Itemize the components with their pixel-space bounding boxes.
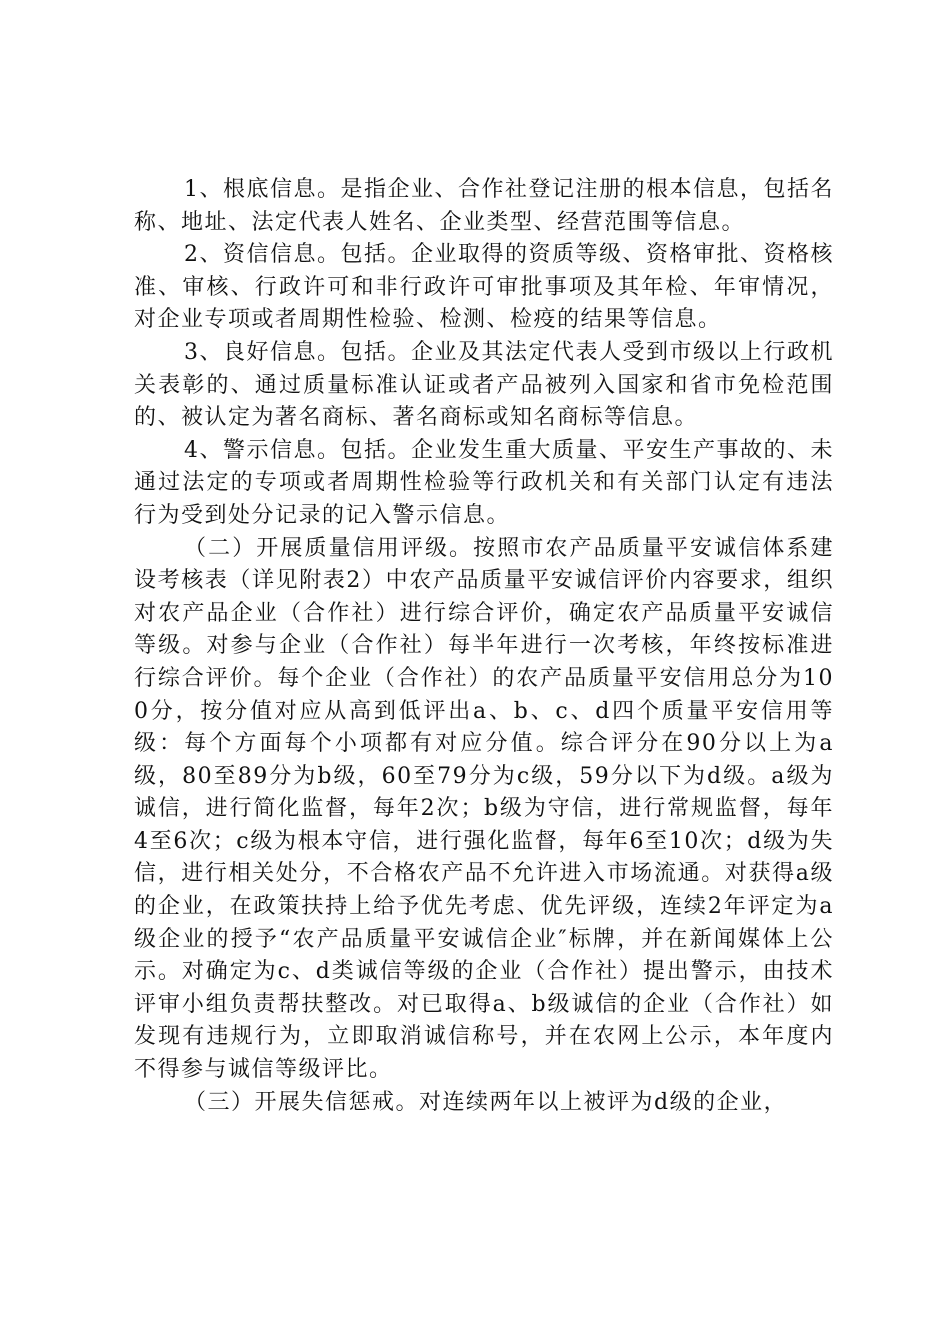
- paragraph-credit-rating: （二）开展质量信用评级。按照市农产品质量平安诚信体系建设考核表（详见附表2）中农产品质量平安诚信评价内容要求，组织对农产品企业（合作社）进行综合评价，确定农产品质量平安诚信等级。对参与企业（合作社）每半年进行一次考核，年终按标准进行综合评价。每个企业（合作社）的农产品质量平安信用总分为100分，按分值对应从高到低评出a、b、c、d四个质量平安信用等级：每个方面每个小项都有对应分值。综合评分在90分以上为a级，80至89分为b级，60至79分为c级，59分以下为d级。a级为诚信，进行简化监督，每年2次；b级为守信，进行常规监督，每年4至6次；c级为根本守信，进行强化监督，每年6至10次；d级为失信，进行相关处分，不合格农产品不允许进入市场流通。对获得a级的企业，在政策扶持上给予优先考虑、优先评级，连续2年评定为a级企业的授予“农产品质量平安诚信企业″标牌，并在新闻媒体上公示。对确定为c、d类诚信等级的企业（合作社）提出警示，由技术评审小组负责帮扶整改。对已取得a、b级诚信的企业（合作社）如发现有违规行为，立即取消诚信称号，并在农网上公示，本年度内不得参与诚信等级评比。: [134, 535, 834, 1083]
- paragraph-warning-info: 4、警示信息。包括。企业发生重大质量、平安生产事故的、未通过法定的专项或者周期性检验等行政机关和有关部门认定有违法行为受到处分记录的记入警示信息。: [134, 437, 834, 528]
- paragraph-discredit-punishment: （三）开展失信惩戒。对连续两年以上被评为d级的企业，: [184, 1089, 788, 1115]
- paragraph-basic-info: 1、根底信息。是指企业、合作社登记注册的根本信息，包括名称、地址、法定代表人姓名、企业类型、经营范围等信息。: [134, 177, 834, 235]
- paragraph-credit-info: 2、资信信息。包括。企业取得的资质等级、资格审批、资格核准、审核、行政许可和非行政许可审批事项及其年检、年审情况，对企业专项或者周期性检验、检测、检疫的结果等信息。: [134, 242, 834, 333]
- document-body: [134, 174, 834, 1119]
- paragraph-good-info: 3、良好信息。包括。企业及其法定代表人受到市级以上行政机关表彰的、通过质量标准认证或者产品被列入国家和省市免检范围的、被认定为著名商标、著名商标或知名商标等信息。: [134, 339, 834, 431]
